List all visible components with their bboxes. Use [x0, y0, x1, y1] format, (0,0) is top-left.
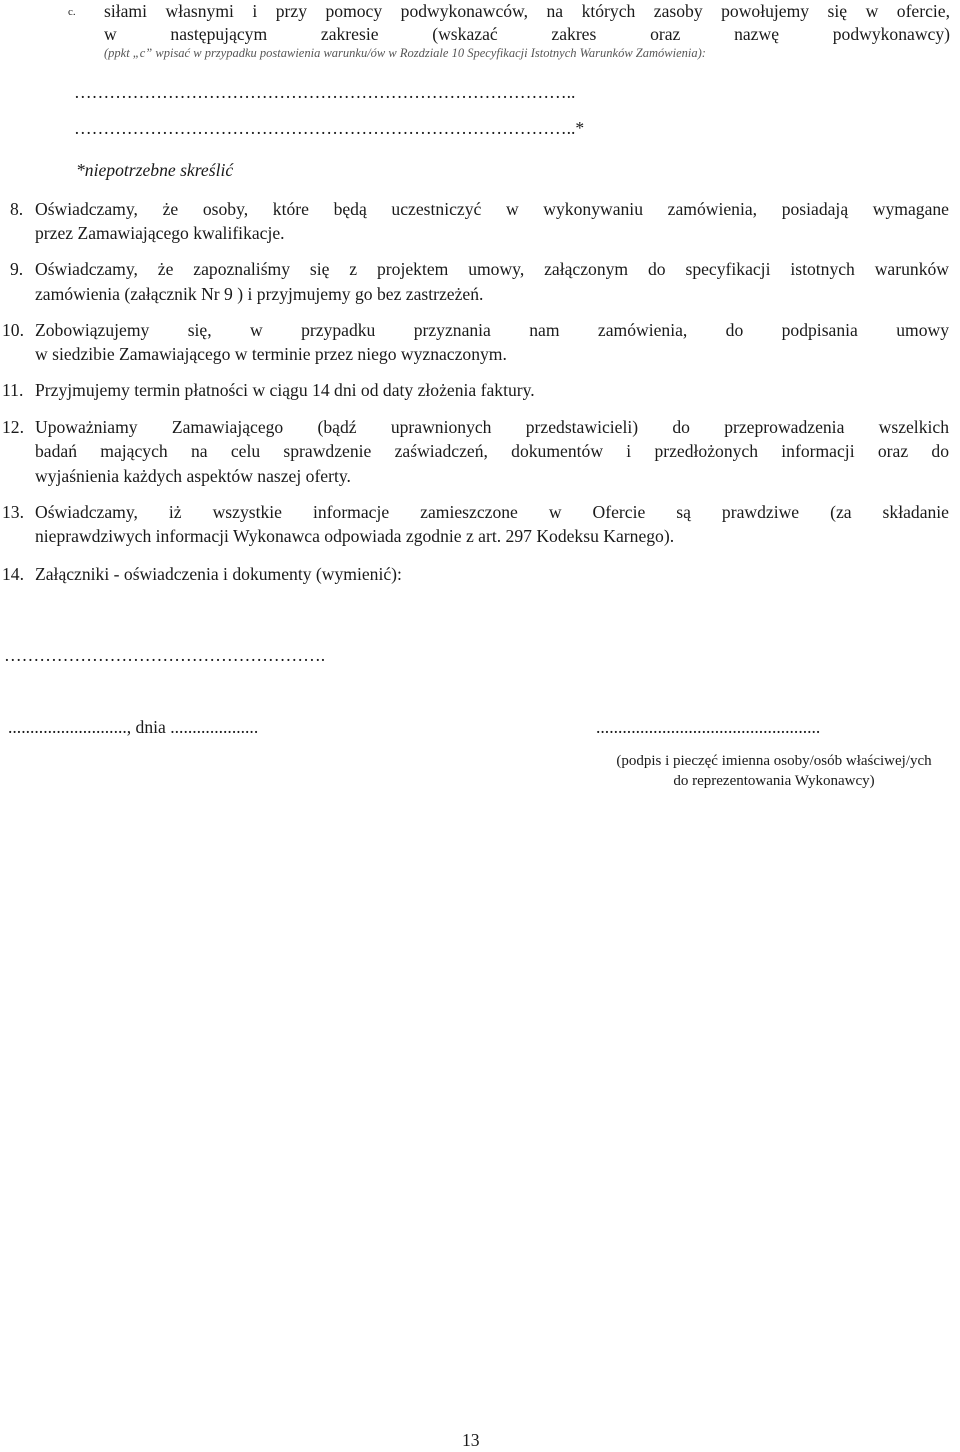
place-date-line: ..........................., dnia .................... — [8, 717, 259, 737]
item-13-line2: nieprawdziwych informacji Wykonawca odpowiada zgodnie z art. 297 Kodeksu Karnego). — [35, 526, 675, 546]
page-number: 13 — [462, 1430, 480, 1450]
signature-dots: ................................................... — [596, 717, 821, 737]
item-10-line2: w siedzibie Zamawiającego w terminie przez niego wyznaczonym. — [35, 344, 507, 364]
item-9-line1: Oświadczamy, że zapoznaliśmy się z projektem umowy, załączonym do specyfikacji istotnych warunków — [35, 259, 949, 279]
item-9-line2: zamówienia (załącznik Nr 9 ) i przyjmujemy go bez zastrzeżeń. — [35, 284, 484, 304]
item-12-line1: Upoważniamy Zamawiającego (bądź uprawnionych przedstawicieli) do przeprowadzenia wszelkich — [35, 417, 949, 437]
signature-caption-line1: (podpis i pieczęć imienna osoby/osób właściwej/ych — [616, 753, 932, 769]
item-9-number: 9. — [10, 259, 24, 279]
item-c-line2: w następującym zakresie (wskazać zakres oraz nazwę podwykonawcy) — [104, 24, 950, 44]
item-11-line1: Przyjmujemy termin płatności w ciągu 14 dni od daty złożenia faktury. — [35, 380, 535, 400]
footnote: *niepotrzebne skreślić — [76, 160, 234, 180]
item-14-line1: Załączniki - oświadczenia i dokumenty (wymienić): — [35, 564, 402, 584]
item-10-line1: Zobowiązujemy się, w przypadku przyznania nam zamówienia, do podpisania umowy — [35, 320, 949, 340]
item-13-line1: Oświadczamy, iż wszystkie informacje zamieszczone w Ofercie są prawdziwe (za składanie — [35, 502, 949, 522]
item-8-line1: Oświadczamy, że osoby, które będą uczestniczyć w wykonywaniu zamówienia, posiadają wymagane — [35, 199, 949, 219]
item-8-line2: przez Zamawiającego kwalifikacje. — [35, 223, 285, 243]
item-12-number: 12. — [2, 417, 24, 437]
item-11-number: 11. — [2, 380, 24, 400]
item-14-number: 14. — [2, 564, 24, 584]
item-c-letter: c. — [68, 6, 76, 18]
item-13-number: 13. — [2, 502, 24, 522]
item-c-line1: siłami własnymi i przy pomocy podwykonawców, na których zasoby powołujemy się w ofercie, — [104, 1, 950, 21]
item-c-note: (ppkt „c” wpisać w przypadku postawienia warunku/ów w Rozdziale 10 Specyfikacji Istotnych Warunków Zamówienia): — [104, 46, 706, 60]
item-12-line2: badań mających na celu sprawdzenie zaświadczeń, dokumentów i przedłożonych informacji oraz do — [35, 441, 949, 461]
attachment-fill-line: ………………………………………………. — [4, 645, 326, 665]
item-10-number: 10. — [2, 320, 24, 340]
item-12-line3: wyjaśnienia każdych aspektów naszej oferty. — [35, 466, 351, 486]
fill-line-2: …………………………………………………………………………..* — [74, 118, 585, 138]
item-8-number: 8. — [10, 199, 24, 219]
fill-line-1: ………………………………………………………………………….. — [74, 82, 576, 102]
signature-caption-line2: do reprezentowania Wykonawcy) — [673, 773, 875, 789]
